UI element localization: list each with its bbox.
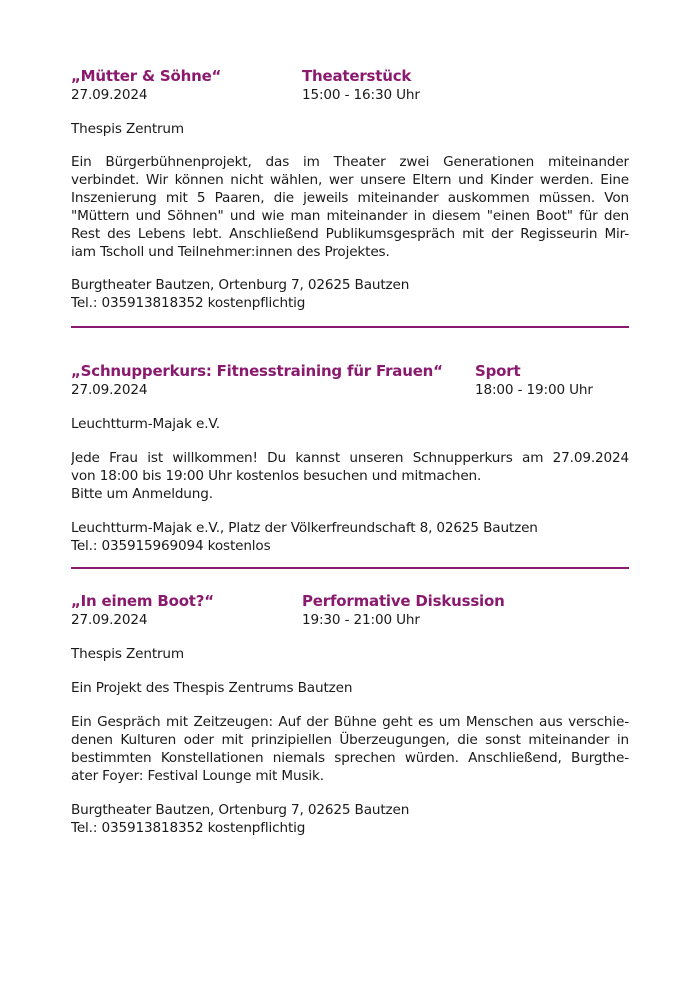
event-description-line: ater Foyer: Festival Lounge mit Musik. bbox=[71, 768, 324, 784]
event-date: 27.09.2024 bbox=[71, 87, 148, 103]
event-time: 18:00 - 19:00 Uhr bbox=[475, 382, 593, 398]
section-divider bbox=[71, 326, 629, 328]
event-venue: Leuchtturm-Majak e.V. bbox=[71, 416, 220, 432]
event-description-line: Inszenierung mit 5 Paaren, die jeweils miteinander auskommen müssen. Von bbox=[71, 190, 629, 206]
event-description-line: iam Tscholl und Teilnehmer:innen des Projektes. bbox=[71, 244, 390, 260]
event-description-line: "Müttern und Söhnen" und wie man miteinander in diesem "einen Boot" für den bbox=[71, 208, 629, 224]
event-title: „In einem Boot?“ bbox=[71, 592, 214, 610]
event-phone: Tel.: 035913818352 kostenpflichtig bbox=[71, 820, 306, 836]
event-description-line: Ein Gespräch mit Zeitzeugen: Auf der Bühne geht es um Menschen aus verschie- bbox=[71, 714, 629, 730]
event-date: 27.09.2024 bbox=[71, 382, 148, 398]
event-description-line: denen Kulturen oder mit prinzipiellen Überzeugungen, die sonst miteinander in bbox=[71, 732, 629, 748]
event-title: „Schnupperkurs: Fitnesstraining für Frauen“ bbox=[71, 362, 443, 380]
section-divider bbox=[71, 567, 629, 569]
event-venue: Thespis Zentrum bbox=[71, 121, 184, 137]
event-description-line: Jede Frau ist willkommen! Du kannst unseren Schnupperkurs am 27.09.2024 bbox=[71, 450, 629, 466]
event-address: Burgtheater Bautzen, Ortenburg 7, 02625 Bautzen bbox=[71, 802, 410, 818]
event-address: Leuchtturm-Majak e.V., Platz der Völkerfreundschaft 8, 02625 Bautzen bbox=[71, 520, 538, 536]
event-address: Burgtheater Bautzen, Ortenburg 7, 02625 Bautzen bbox=[71, 277, 410, 293]
event-phone: Tel.: 035913818352 kostenpflichtig bbox=[71, 295, 306, 311]
event-time: 15:00 - 16:30 Uhr bbox=[302, 87, 420, 103]
event-phone: Tel.: 035915969094 kostenlos bbox=[71, 538, 271, 554]
event-description-line: verbindet. Wir können nicht wählen, wer unsere Eltern und Kinder werden. Eine bbox=[71, 172, 629, 188]
event-category: Performative Diskussion bbox=[302, 592, 505, 610]
event-category: Theaterstück bbox=[302, 67, 412, 85]
event-description-line: Ein Bürgerbühnenprojekt, das im Theater zwei Generationen miteinander bbox=[71, 154, 629, 170]
event-venue: Thespis Zentrum bbox=[71, 646, 184, 662]
event-date: 27.09.2024 bbox=[71, 612, 148, 628]
event-description-line: Bitte um Anmeldung. bbox=[71, 486, 213, 502]
event-category: Sport bbox=[475, 362, 521, 380]
event-time: 19:30 - 21:00 Uhr bbox=[302, 612, 420, 628]
event-description-line: bestimmten Konstellationen niemals sprechen würden. Anschließend, Burgthe- bbox=[71, 750, 629, 766]
event-description-line: von 18:00 bis 19:00 Uhr kostenlos besuchen und mitmachen. bbox=[71, 468, 482, 484]
event-subtitle: Ein Projekt des Thespis Zentrums Bautzen bbox=[71, 680, 353, 696]
event-title: „Mütter & Söhne“ bbox=[71, 67, 222, 85]
event-description-line: Rest des Lebens lebt. Anschließend Publikumsgespräch mit der Regisseurin Mir- bbox=[71, 226, 629, 242]
